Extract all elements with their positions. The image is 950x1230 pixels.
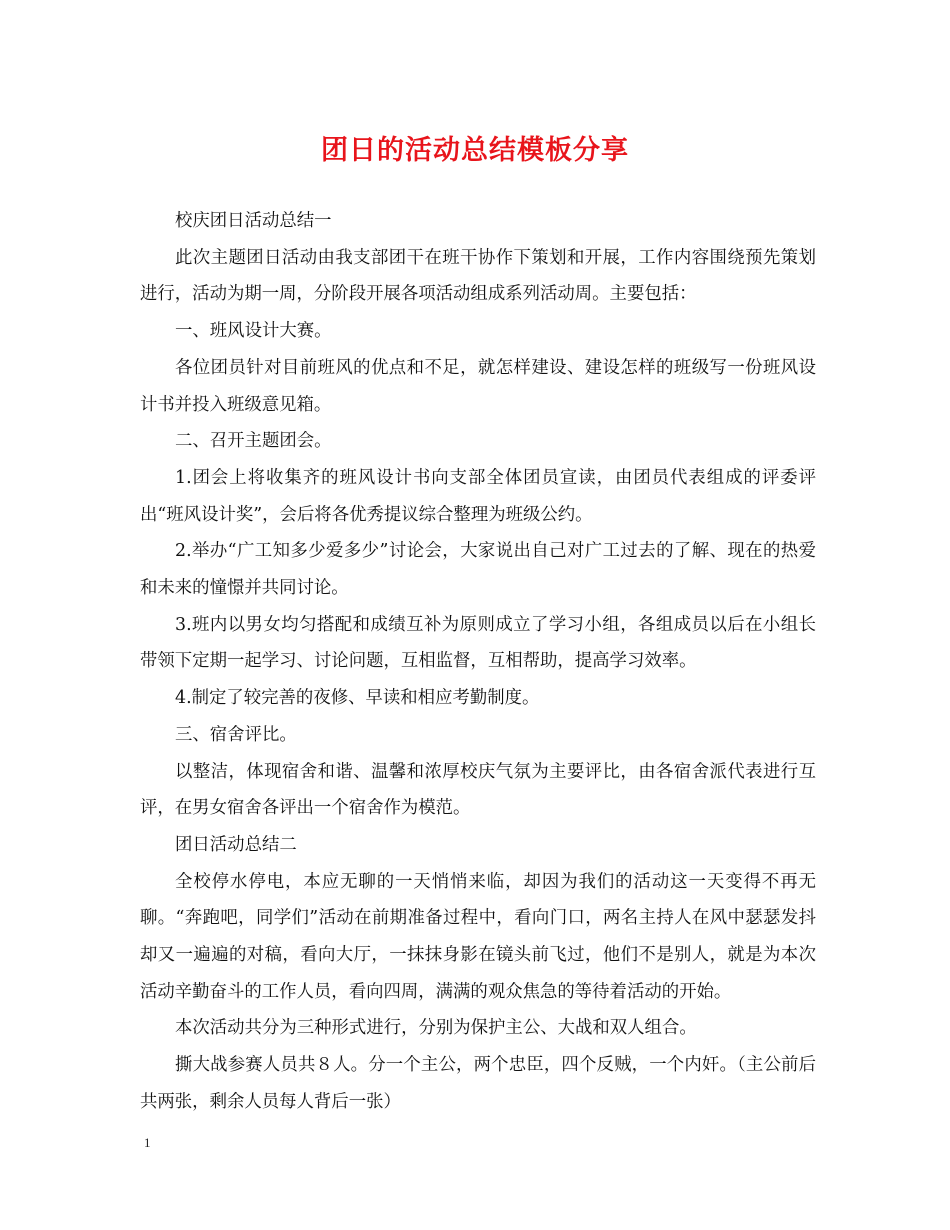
paragraph: 团日活动总结二 xyxy=(175,834,297,855)
paragraph: 三、宿舍评比。 xyxy=(175,724,297,745)
document-body xyxy=(140,203,816,1121)
paragraph: 校庆团日活动总结一 xyxy=(175,211,332,231)
paragraph: 一、班风设计大赛。 xyxy=(175,321,332,342)
paragraph: 此次主题团日活动由我支部团干在班干协作下策划和开展，工作内容围绕预先策划进行，活动为期一周，分阶段开展各项活动组成系列活动周。主要包括： xyxy=(140,247,816,305)
paragraph: 1.团会上将收集齐的班风设计书向支部全体团员宣读，由团员代表组成的评委评出“班风设计奖”，会后将各优秀提议综合整理为班级公约。 xyxy=(140,467,816,525)
page-number: 1 xyxy=(144,1135,151,1150)
paragraph: 全校停水停电，本应无聊的一天悄悄来临，却因为我们的活动这一天变得不再无聊。“奔跑吧，同学们”活动在前期准备过程中，看向门口，两名主持人在风中瑟瑟发抖却又一遍遍的对稿，看向大厅，一抹抹身影在镜头前飞过，他们不是别人，就是为本次活动辛勤奋斗的工作人员，看向四周，满满的观众焦急的等待着活动的开始。 xyxy=(140,871,816,1002)
paragraph: 4.制定了较完善的夜修、早读和相应考勤制度。 xyxy=(175,688,540,709)
document-title: 团日的活动总结模板分享 xyxy=(321,135,629,166)
paragraph: 3.班内以男女均匀搭配和成绩互补为原则成立了学习小组，各组成员以后在小组长带领下定期一起学习、讨论问题，互相监督，互相帮助，提高学习效率。 xyxy=(140,614,816,672)
paragraph: 撕大战参赛人员共８人。分一个主公，两个忠臣，四个反贼，一个内奸。（主公前后共两张，剩余人员每人背后一张） xyxy=(140,1055,816,1112)
paragraph: 2.举办“广工知多少爱多少”讨论会，大家说出自己对广工过去的了解、现在的热爱和未来的憧憬并共同讨论。 xyxy=(140,541,816,599)
paragraph: 以整洁，体现宿舍和谐、温馨和浓厚校庆气氛为主要评比，由各宿舍派代表进行互评，在男女宿舍各评出一个宿舍作为模范。 xyxy=(140,761,816,819)
paragraph: 本次活动共分为三种形式进行，分别为保护主公、大战和双人组合。 xyxy=(175,1018,697,1039)
paragraph: 二、召开主题团会。 xyxy=(175,431,332,452)
paragraph: 各位团员针对目前班风的优点和不足，就怎样建设、建设怎样的班级写一份班风设计书并投入班级意见箱。 xyxy=(140,357,816,415)
